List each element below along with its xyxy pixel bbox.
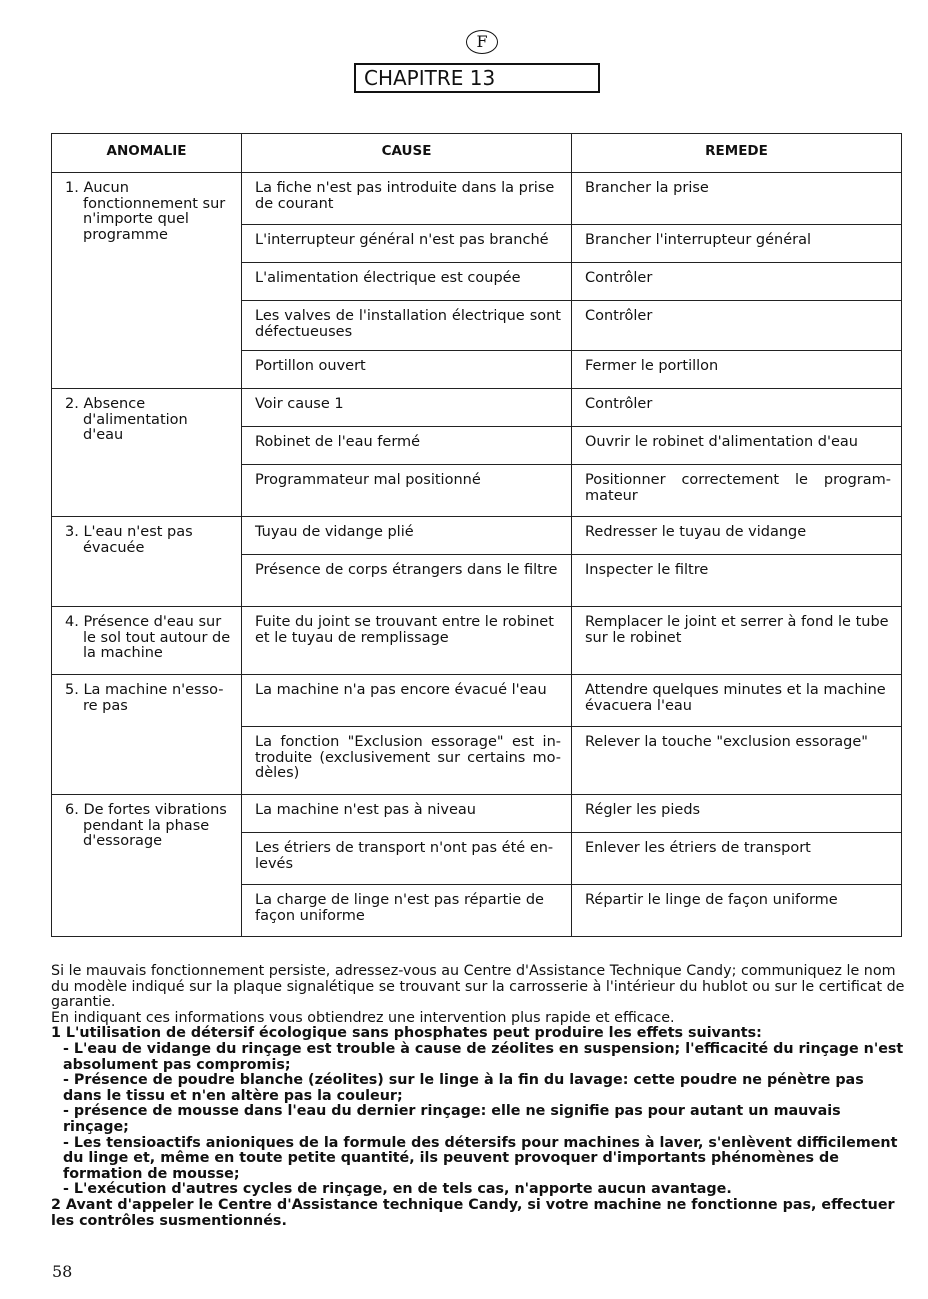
table-row [52, 517, 902, 555]
column-header-cause: CAUSE [242, 134, 572, 173]
cause-cell: Programmateur mal positionné [242, 465, 572, 517]
remedy-cell: Inspecter le filtre [572, 555, 902, 607]
cause-cell: La machine n'est pas à niveau [242, 795, 572, 833]
table-row [52, 795, 902, 833]
cause-cell: Les valves de l'installation électrique sont défectueuses [242, 301, 572, 351]
cause-cell: Portillon ouvert [242, 351, 572, 389]
remedy-cell: Remplacer le joint et serrer à fond le tube sur le robinet [572, 607, 902, 675]
cause-cell: La charge de linge n'est pas répartie de façon uniforme [242, 885, 572, 937]
remedy-cell: Régler les pieds [572, 795, 902, 833]
troubleshooting-table [51, 133, 902, 937]
language-indicator: F [466, 30, 498, 54]
column-header-anomaly: ANOMALIE [52, 134, 242, 173]
anomaly-cell: 5. La machine n'esso-re pas [52, 675, 242, 795]
cause-cell: Tuyau de vidange plié [242, 517, 572, 555]
cause-cell: Fuite du joint se trouvant entre le robinet et le tuyau de remplissage [242, 607, 572, 675]
notes-info: En indiquant ces informations vous obtiendrez une intervention plus rapide et efficace. [51, 1009, 675, 1026]
notes-item-1: 1 L'utilisation de détersif écologique sans phosphates peut produire les effets suivants: [51, 1025, 762, 1042]
cause-cell: L'interrupteur général n'est pas branché [242, 225, 572, 263]
notes-section [51, 964, 906, 1229]
cause-cell: La fonction "Exclusion essorage" est in-troduite (exclusivement sur certains mo-dèles) [242, 727, 572, 795]
anomaly-cell: 3. L'eau n'est pas évacuée [52, 517, 242, 607]
page-number: 58 [52, 1262, 73, 1281]
remedy-cell: Brancher la prise [572, 173, 902, 225]
notes-subitem: - Les tensioactifs anioniques de la formule des détersifs pour machines à laver, s'enlèvent difficilement du linge et, même en toute petite quantité, ils peuvent provoquer d'importants phénomènes de formation de mousse; [63, 1134, 898, 1182]
remedy-cell: Contrôler [572, 301, 902, 351]
cause-cell: Présence de corps étrangers dans le filtre [242, 555, 572, 607]
remedy-cell: Positionner correctement le program-mateur [572, 465, 902, 517]
cause-cell: La fiche n'est pas introduite dans la prise de courant [242, 173, 572, 225]
cause-cell: L'alimentation électrique est coupée [242, 263, 572, 301]
cause-cell: Les étriers de transport n'ont pas été en-levés [242, 833, 572, 885]
notes-subitem: - L'exécution d'autres cycles de rinçage, en de tels cas, n'apporte aucun avantage. [63, 1181, 732, 1198]
chapter-title: CHAPITRE 13 [354, 63, 600, 93]
remedy-cell: Relever la touche "exclusion essorage" [572, 727, 902, 795]
notes-subitem: - Présence de poudre blanche (zéolites) sur le linge à la fin du lavage: cette poudre ne pénètre pas dans le tissu et n'en altère pas la couleur; [63, 1072, 864, 1104]
table-header-row [52, 134, 902, 173]
column-header-remedy: REMEDE [572, 134, 902, 173]
remedy-cell: Redresser le tuyau de vidange [572, 517, 902, 555]
notes-subitem: - présence de mousse dans l'eau du dernier rinçage: elle ne signifie pas pour autant un mauvais rinçage; [63, 1103, 841, 1135]
remedy-cell: Ouvrir le robinet d'alimentation d'eau [572, 427, 902, 465]
remedy-cell: Attendre quelques minutes et la machine évacuera l'eau [572, 675, 902, 727]
remedy-cell: Fermer le portillon [572, 351, 902, 389]
remedy-cell: Répartir le linge de façon uniforme [572, 885, 902, 937]
remedy-cell: Brancher l'interrupteur général [572, 225, 902, 263]
anomaly-cell: 1. Aucun fonctionnement sur n'importe quel programme [52, 173, 242, 389]
cause-cell: Robinet de l'eau fermé [242, 427, 572, 465]
remedy-cell: Contrôler [572, 263, 902, 301]
cause-cell: Voir cause 1 [242, 389, 572, 427]
table-row [52, 389, 902, 427]
anomaly-cell: 6. De fortes vibrations pendant la phase d'essorage [52, 795, 242, 937]
notes-item-2: 2 Avant d'appeler le Centre d'Assistance technique Candy, si votre machine ne fonctionne pas, effectuer les contrôles susmentionnés. [51, 1196, 895, 1229]
table-row [52, 675, 902, 727]
remedy-cell: Contrôler [572, 389, 902, 427]
remedy-cell: Enlever les étriers de transport [572, 833, 902, 885]
notes-subitem: - L'eau de vidange du rinçage est trouble à cause de zéolites en suspension; l'efficacité du rinçage n'est absolument pas compromis; [63, 1040, 904, 1073]
table-row [52, 607, 902, 675]
anomaly-cell: 4. Présence d'eau sur le sol tout autour de la machine [52, 607, 242, 675]
cause-cell: La machine n'a pas encore évacué l'eau [242, 675, 572, 727]
anomaly-cell: 2. Absence d'alimentation d'eau [52, 389, 242, 517]
notes-intro: Si le mauvais fonctionnement persiste, adressez-vous au Centre d'Assistance Technique Candy; communiquez le nom du modèle indiqué sur la plaque signalétique se trouvant sur la carrosserie à l'intérieur du hublot ou sur le certificat de garantie. [51, 963, 905, 1011]
table-row [52, 173, 902, 225]
